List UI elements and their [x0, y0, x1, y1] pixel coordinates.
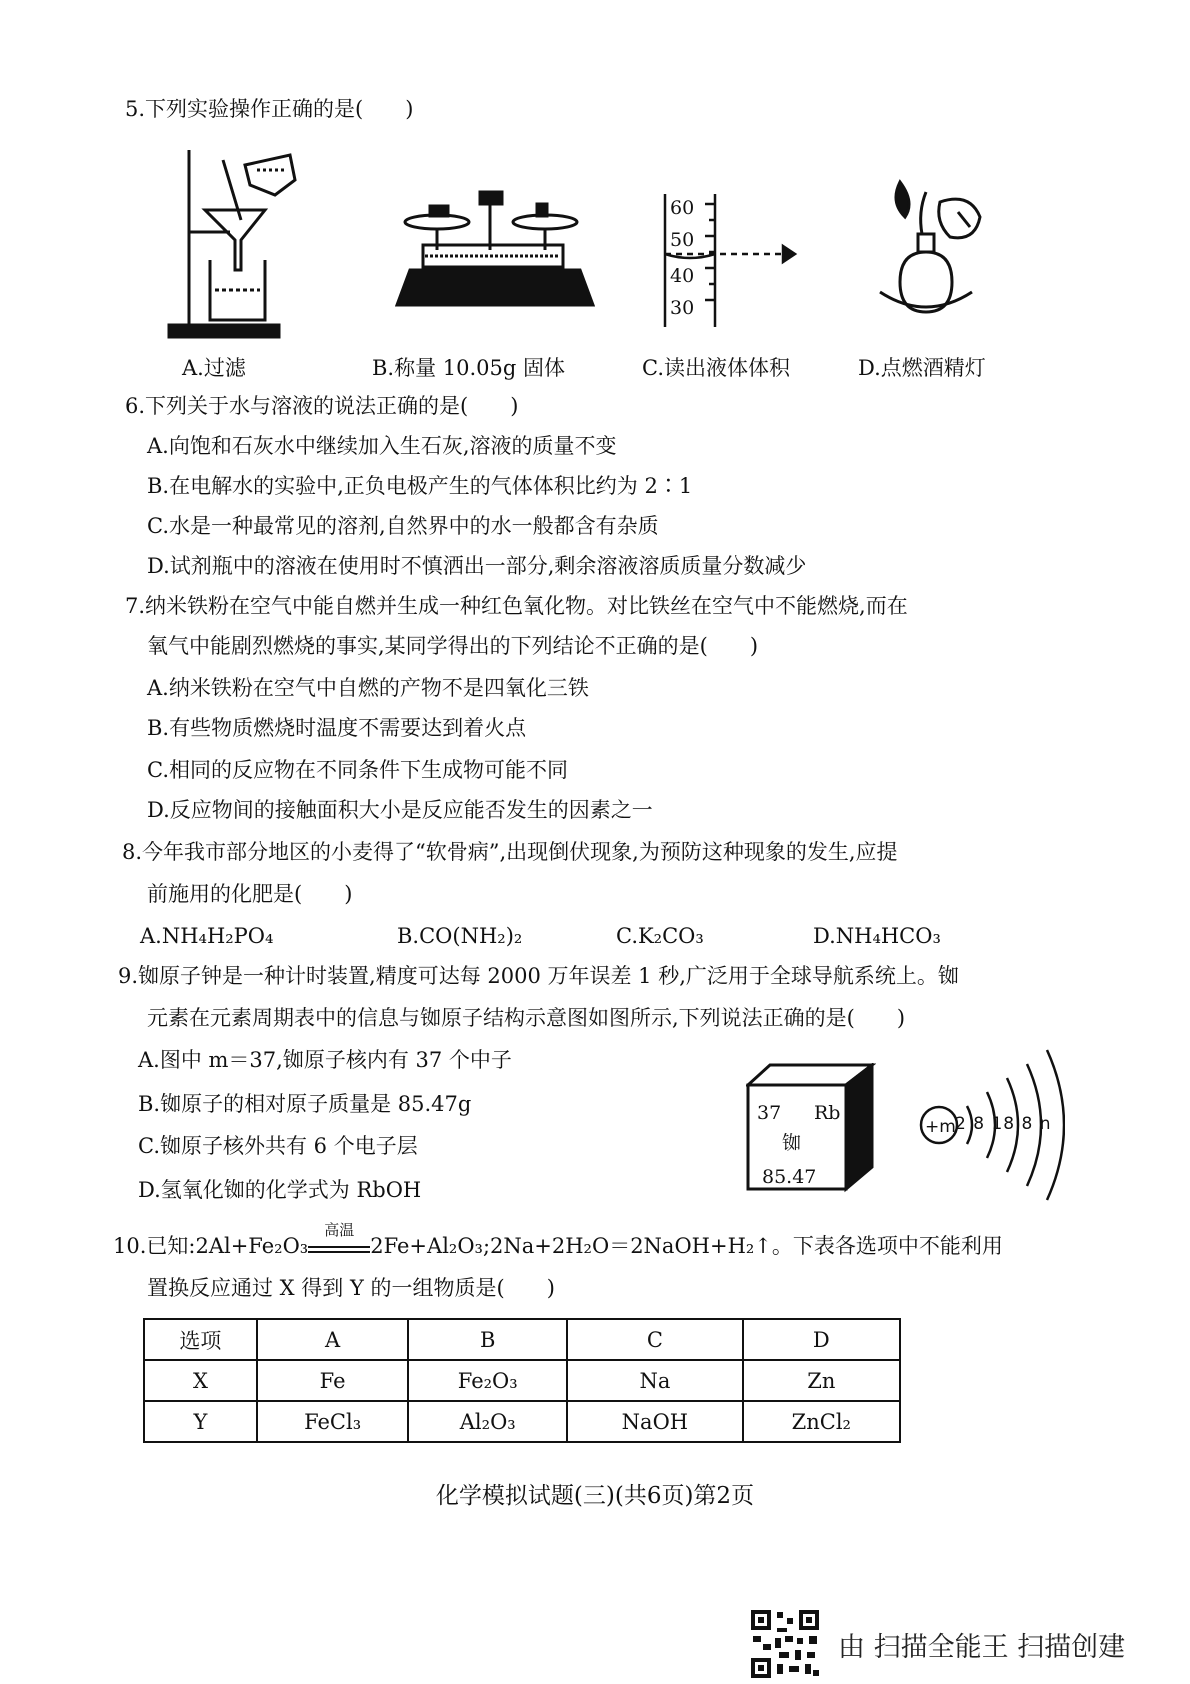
- table-cell: D: [743, 1319, 900, 1360]
- q10-reaction-arrow: [308, 1221, 370, 1253]
- element-name: 铷: [782, 1132, 802, 1154]
- element-atomic-number: 37: [757, 1102, 782, 1124]
- q7-option-b: B.有些物质燃烧时温度不需要达到着火点: [147, 716, 527, 740]
- table-header-row: [144, 1319, 900, 1360]
- alcohol-lamp-figure: [860, 172, 995, 322]
- q8-option-b: B.CO(NH₂)₂: [397, 924, 523, 948]
- q7-option-a: A.纳米铁粉在空气中自燃的产物不是四氧化三铁: [147, 676, 589, 700]
- q5-caption-d: D.点燃酒精灯: [858, 356, 986, 380]
- q9-stem-line2: 元素在元素周期表中的信息与铷原子结构示意图如图所示,下列说法正确的是( ): [147, 1006, 906, 1030]
- table-cell: Y: [144, 1401, 257, 1442]
- q7-option-c: C.相同的反应物在不同条件下生成物可能不同: [147, 758, 568, 782]
- table-cell: NaOH: [567, 1401, 743, 1442]
- q9-option-a: A.图中 m＝37,铷原子核内有 37 个中子: [138, 1048, 512, 1072]
- q8-option-c: C.K₂CO₃: [616, 924, 704, 948]
- q8-stem-line2: 前施用的化肥是( ): [147, 882, 353, 906]
- atom-shell-electrons: 2 8 18 8 n: [955, 1114, 1052, 1134]
- table-cell: Na: [567, 1360, 743, 1401]
- q10-stem-line2: 置换反应通过 X 得到 Y 的一组物质是( ): [147, 1276, 555, 1300]
- atom-nucleus: +m: [925, 1117, 956, 1137]
- table-cell: Fe: [257, 1360, 408, 1401]
- q6-option-b: B.在电解水的实验中,正负电极产生的气体体积比约为 2∶1: [147, 474, 693, 498]
- q6-option-d: D.试剂瓶中的溶液在使用时不慎洒出一部分,剩余溶液溶质质量分数减少: [147, 554, 807, 578]
- table-cell: Fe₂O₃: [408, 1360, 567, 1401]
- q6-option-c: C.水是一种最常见的溶剂,自然界中的水一般都含有杂质: [147, 514, 659, 538]
- cylinder-tick-50: 50: [670, 229, 695, 251]
- table-cell: X: [144, 1360, 257, 1401]
- cylinder-tick-60: 60: [670, 197, 695, 219]
- table-cell: 选项: [144, 1319, 257, 1360]
- q10-reaction-condition: 高温: [324, 1221, 355, 1239]
- q7-option-d: D.反应物间的接触面积大小是反应能否发生的因素之一: [147, 798, 653, 822]
- q9-option-b: B.铷原子的相对原子质量是 85.47g: [138, 1092, 472, 1116]
- scanner-watermark: 由 扫描全能王 扫描创建: [838, 1632, 1126, 1663]
- cylinder-tick-30: 30: [670, 297, 695, 319]
- qr-code-icon: [749, 1608, 821, 1680]
- q8-option-d: D.NH₄HCO₃: [813, 924, 941, 948]
- q10-stem-suffix: 2Fe+Al₂O₃;2Na+2H₂O＝2NaOH+H₂↑。下表各选项中不能利用: [370, 1234, 1003, 1258]
- q10-stem-prefix: 10.已知:2Al+Fe₂O₃: [113, 1234, 309, 1258]
- table-row: [144, 1401, 900, 1442]
- table-cell: A: [257, 1319, 408, 1360]
- table-cell: Al₂O₃: [408, 1401, 567, 1442]
- q7-stem-line2: 氧气中能剧烈燃烧的事实,某同学得出的下列结论不正确的是( ): [147, 634, 759, 658]
- q6-option-a: A.向饱和石灰水中继续加入生石灰,溶液的质量不变: [147, 434, 617, 458]
- table-row: [144, 1360, 900, 1401]
- q8-stem-line1: 8.今年我市部分地区的小麦得了“软骨病”,出现倒伏现象,为预防这种现象的发生,应提: [122, 840, 898, 864]
- table-cell: ZnCl₂: [743, 1401, 900, 1442]
- balance-figure: [395, 190, 595, 320]
- q5-caption-b: B.称量 10.05g 固体: [372, 356, 566, 380]
- q9-option-c: C.铷原子核外共有 6 个电子层: [138, 1134, 418, 1158]
- q10-stem-line1: [113, 1221, 1003, 1260]
- table-cell: FeCl₃: [257, 1401, 408, 1442]
- q9-stem-line1: 9.铷原子钟是一种计时装置,精度可达每 2000 万年误差 1 秒,广泛用于全球导航系统上。铷: [118, 964, 959, 988]
- table-cell: C: [567, 1319, 743, 1360]
- q5-stem: 5.下列实验操作正确的是( ): [125, 97, 414, 121]
- q10-options-table: [143, 1318, 901, 1443]
- q6-stem: 6.下列关于水与溶液的说法正确的是( ): [125, 394, 519, 418]
- cylinder-tick-40: 40: [670, 265, 695, 287]
- q9-option-d: D.氢氧化铷的化学式为 RbOH: [138, 1178, 422, 1202]
- table-cell: Zn: [743, 1360, 900, 1401]
- filtration-figure: [165, 140, 300, 340]
- q5-caption-c: C.读出液体体积: [642, 356, 790, 380]
- q8-option-a: A.NH₄H₂PO₄: [140, 924, 274, 948]
- q7-stem-line1: 7.纳米铁粉在空气中能自燃并生成一种红色氧化物。对比铁丝在空气中不能燃烧,而在: [125, 594, 908, 618]
- element-symbol: Rb: [814, 1102, 841, 1124]
- q5-caption-a: A.过滤: [182, 356, 246, 380]
- table-cell: B: [408, 1319, 567, 1360]
- element-atomic-mass: 85.47: [762, 1166, 817, 1188]
- page-footer: 化学模拟试题(三)(共6页)第2页: [435, 1483, 755, 1509]
